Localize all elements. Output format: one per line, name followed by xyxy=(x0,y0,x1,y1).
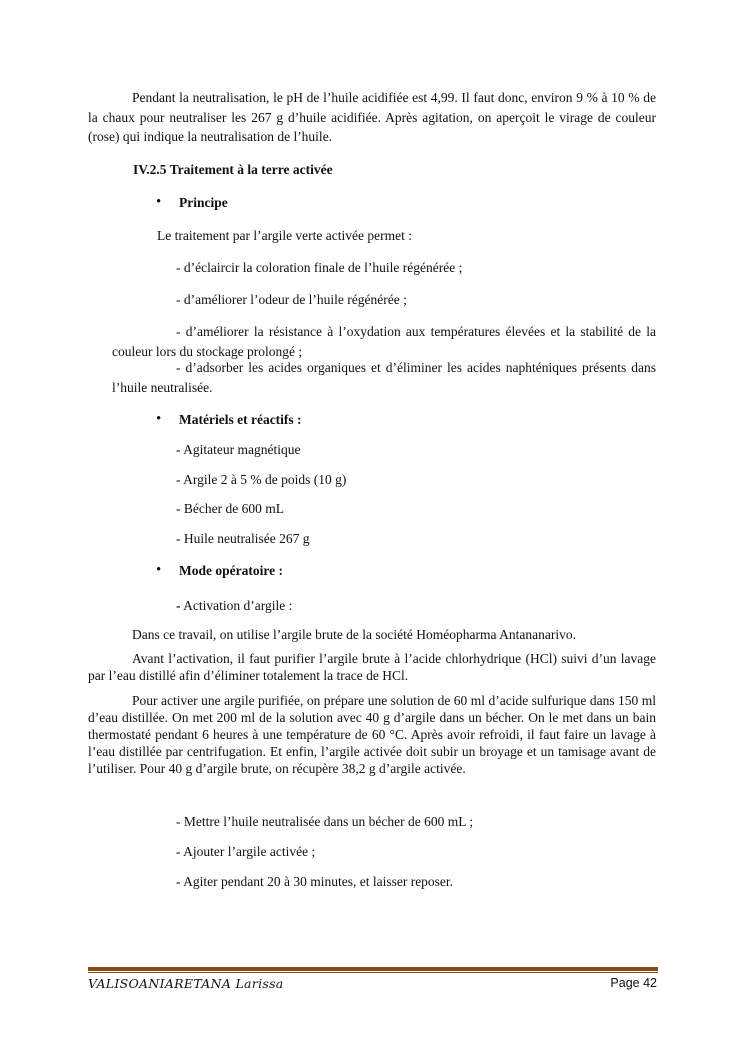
paragraph-avant: Avant l’activation, il faut purifier l’argile brute à l’acide chlorhydrique (HCl) suivi d’un lavage par l’eau distillé afin d’éliminer totalement la trace de HCl. xyxy=(88,651,656,683)
activation-dash: - xyxy=(176,598,181,613)
section-heading: IV.2.5 Traitement à la terre activée xyxy=(133,162,333,177)
materiel-item: - Bécher de 600 mL xyxy=(176,501,284,516)
footer-rule-thick xyxy=(88,967,658,971)
materiels-title: Matériels et réactifs : xyxy=(179,412,302,427)
mode-title: Mode opératoire : xyxy=(179,563,283,578)
intro-paragraph: Pendant la neutralisation, le pH de l’huile acidifiée est 4,99. Il faut donc, environ 9 % à 10 % de la chaux pour neutraliser les 267 g d’huile acidifiée. Après agitation, on aperçoit le virage de couleur (rose) qui indique la neutralisation de l’huile. xyxy=(88,90,656,144)
principe-item: - d’améliorer la résistance à l’oxydation aux températures élevées et la stabilité de la couleur lors du stockage prolongé ; xyxy=(112,324,656,359)
principe-title: Principe xyxy=(179,195,228,210)
activation-text: Activation d’argile : xyxy=(180,598,293,613)
principe-lead: Le traitement par l’argile verte activée permet : xyxy=(157,228,412,243)
principe-item: - d’adsorber les acides organiques et d’éliminer les acides naphténiques présents dans l’huile neutralisée. xyxy=(112,360,656,395)
bullet-icon: • xyxy=(156,411,162,427)
materiel-item: - Huile neutralisée 267 g xyxy=(176,531,310,546)
footer-author: VALISOANIARETANA Larissa xyxy=(88,976,284,991)
footer-rule-thin xyxy=(88,972,658,973)
materiel-item: - Agitateur magnétique xyxy=(176,442,301,457)
activation-label xyxy=(176,596,292,616)
principe-item: - d’améliorer l’odeur de l’huile régénérée ; xyxy=(176,292,407,307)
bullet-icon: • xyxy=(156,194,162,210)
bullet-icon: • xyxy=(156,562,162,578)
step-item: - Agiter pendant 20 à 30 minutes, et laisser reposer. xyxy=(176,874,454,889)
principe-item: - d’éclaircir la coloration finale de l’huile régénérée ; xyxy=(176,260,463,275)
step-item: - Ajouter l’argile activée ; xyxy=(176,844,316,859)
paragraph-travail: Dans ce travail, on utilise l’argile brute de la société Homéopharma Antananarivo. xyxy=(132,627,576,642)
step-item: - Mettre l’huile neutralisée dans un bécher de 600 mL ; xyxy=(176,814,474,829)
footer-page-number: Page 42 xyxy=(610,976,657,990)
paragraph-activer: Pour activer une argile purifiée, on prépare une solution de 60 ml d’acide sulfurique dans 150 ml d’eau distillée. On met 200 ml de la solution avec 40 g d’argile dans un bécher. On le met dans un bain thermostaté pendant 6 heures à une température de 60 °C. Après avoir refroidi, il faut faire un lavage à l’eau distillée par centrifugation. Et enfin, l’argile activée doit subir un broyage et un tamisage avant de l’utiliser. Pour 40 g d’argile brute, on récupère 38,2 g d’argile activée. xyxy=(88,693,656,776)
materiel-item: - Argile 2 à 5 % de poids (10 g) xyxy=(176,472,347,487)
